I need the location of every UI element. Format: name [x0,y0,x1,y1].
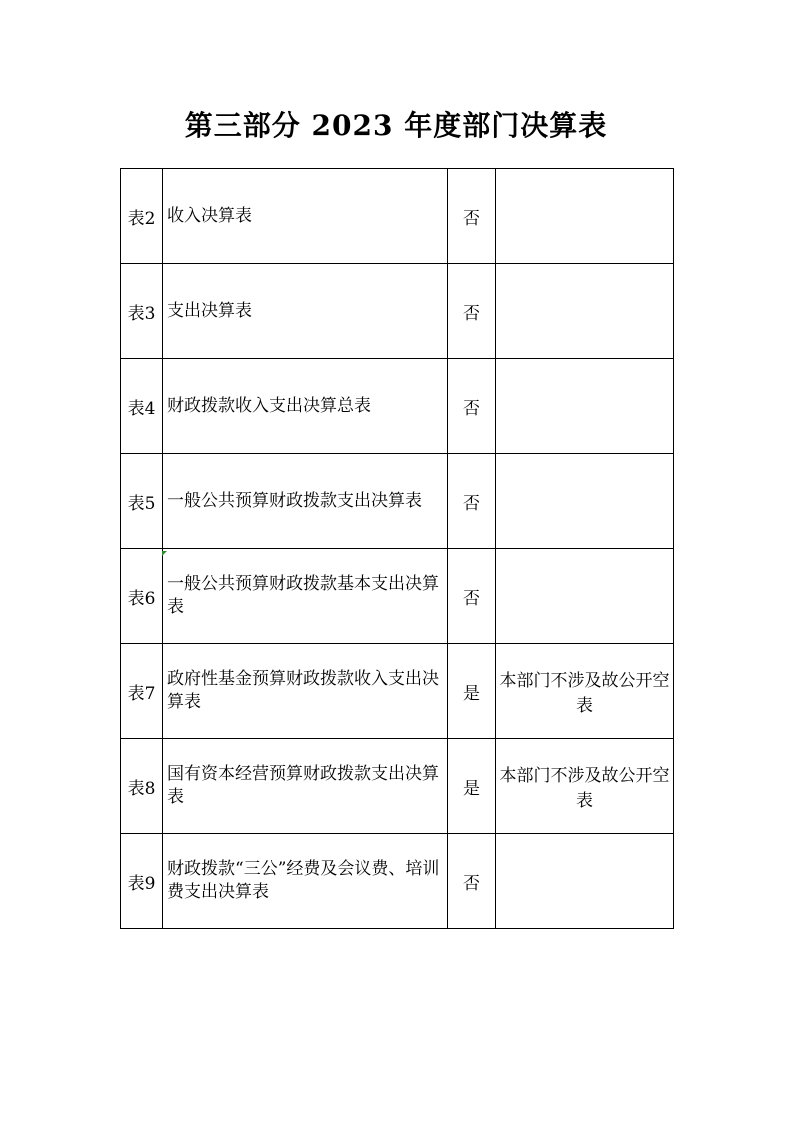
table-number-cell: 表8 [121,739,163,834]
table-name-cell: 政府性基金预算财政拨款收入支出决算表 [163,644,448,739]
table-row [121,834,674,929]
table-empty-flag-cell: 是 [448,739,496,834]
table-note-cell: 本部门不涉及故公开空表 [496,644,674,739]
table-row [121,454,674,549]
table-name-cell: 一般公共预算财政拨款基本支出决算表 [163,549,448,644]
table-empty-flag-cell: 否 [448,264,496,359]
table-number-cell: 表5 [121,454,163,549]
table-name-cell: 一般公共预算财政拨款支出决算表 [163,454,448,549]
table-empty-flag-cell: 是 [448,644,496,739]
table-row [121,359,674,454]
table-note-cell [496,264,674,359]
table-empty-flag-cell: 否 [448,549,496,644]
table-number-cell: 表6 [121,549,163,644]
table-empty-flag-cell: 否 [448,169,496,264]
table-note-cell: 本部门不涉及故公开空表 [496,739,674,834]
table-name-cell: 收入决算表 [163,169,448,264]
table-empty-flag-cell: 否 [448,359,496,454]
table-row [121,739,674,834]
page-title: 第三部分 2023 年度部门决算表 [184,109,608,142]
table-note-cell [496,359,674,454]
table-note-cell [496,169,674,264]
report-table [120,168,674,929]
table-name-cell: 国有资本经营预算财政拨款支出决算表 [163,739,448,834]
table-empty-flag-cell: 否 [448,454,496,549]
table-row [121,644,674,739]
table-row [121,549,674,644]
table-row [121,169,674,264]
table-name-cell: 财政拨款“三公”经费及会议费、培训费支出决算表 [163,834,448,929]
table-note-cell [496,454,674,549]
table-note-cell [496,549,674,644]
table-number-cell: 表9 [121,834,163,929]
cell-comment-marker [162,551,167,556]
table-number-cell: 表2 [121,169,163,264]
table-row [121,264,674,359]
table-number-cell: 表7 [121,644,163,739]
table-empty-flag-cell: 否 [448,834,496,929]
table-name-cell: 财政拨款收入支出决算总表 [163,359,448,454]
table-note-cell [496,834,674,929]
table-number-cell: 表3 [121,264,163,359]
table-number-cell: 表4 [121,359,163,454]
table-name-cell: 支出决算表 [163,264,448,359]
